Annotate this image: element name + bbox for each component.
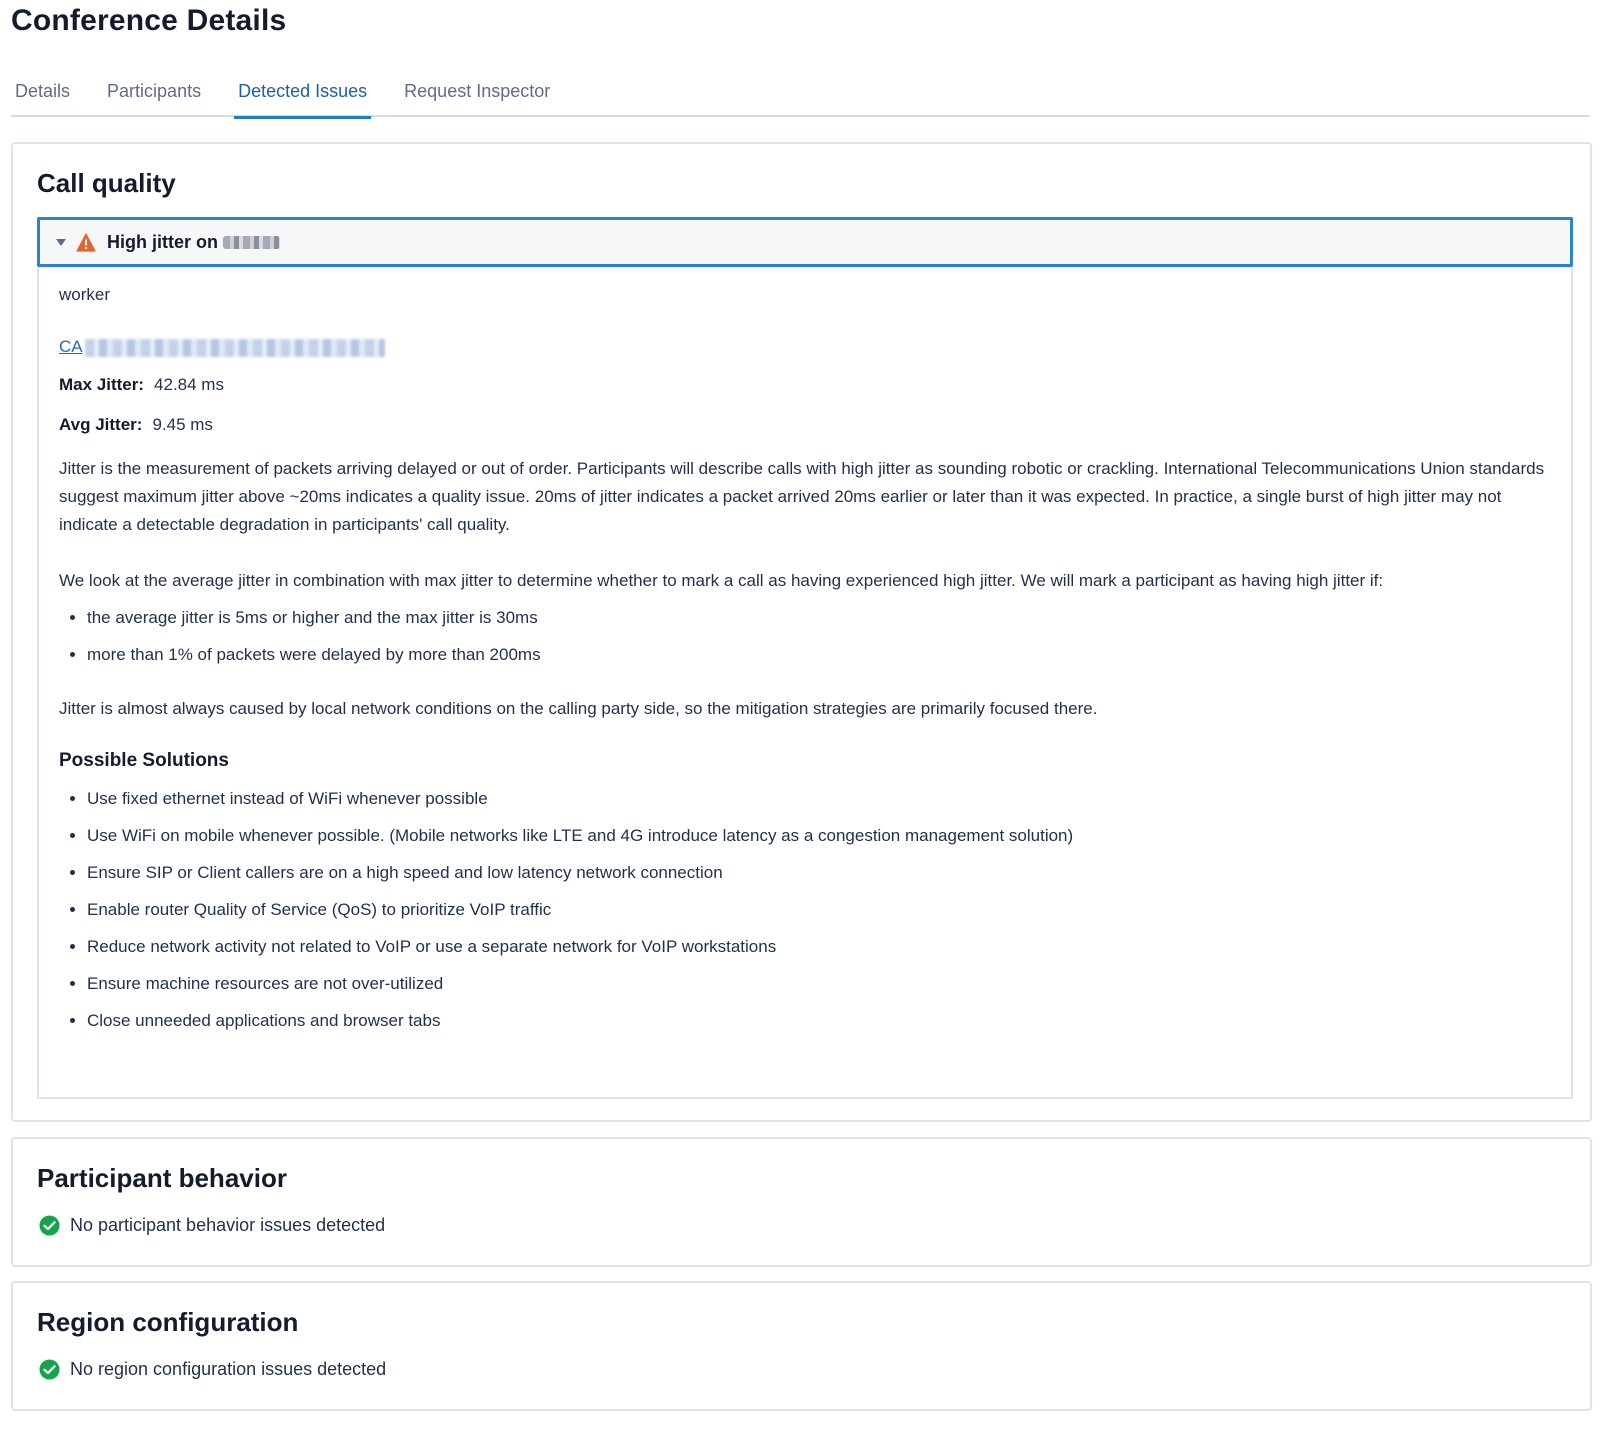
list-item: • the average jitter is 5ms or higher and the max jitter is 30ms [87, 599, 1551, 636]
list-item: • more than 1% of packets were delayed by more than 200ms [87, 636, 1551, 673]
tab-request-inspector[interactable]: Request Inspector [404, 81, 551, 101]
region-configuration-status [39, 1359, 386, 1380]
call-sid-link[interactable] [59, 337, 385, 356]
solutions-list [59, 780, 1551, 1039]
page-title: Conference Details [11, 4, 287, 37]
list-item: • Ensure machine resources are not over-utilized [87, 965, 1551, 1002]
status-text: No participant behavior issues detected [70, 1215, 386, 1235]
jitter-description: Jitter is the measurement of packets arriving delayed or out of order. Participants will describe calls with high jitter as sounding robotic or crackling. International Telecommunications Union standards suggest maximum jitter above ~20ms indicates a quality issue. 20ms of jitter indicates a packet arrived 20ms earlier or later than it was expected. In practice, a single burst of high jitter may not indicate a detectable degradation in participants' call quality. [59, 459, 1545, 534]
participant-behavior-heading: Participant behavior [37, 1163, 287, 1193]
region-configuration-card [11, 1281, 1592, 1411]
warning-triangle-icon [76, 233, 96, 252]
participant-behavior-card [11, 1137, 1592, 1267]
redacted-call-sid [85, 339, 385, 357]
tab-details[interactable]: Details [15, 81, 71, 101]
max-jitter-row [59, 375, 1551, 395]
list-item: • Enable router Quality of Service (QoS) to prioritize VoIP traffic [87, 891, 1551, 928]
max-jitter-value: 42.84 ms [154, 375, 224, 394]
tab-participants[interactable]: Participants [107, 81, 202, 101]
participant-role: worker [59, 285, 111, 304]
issue-title: High jitter on [107, 231, 218, 252]
call-sid-prefix: CA [59, 337, 83, 356]
check-circle-icon [39, 1359, 60, 1380]
call-quality-card [11, 142, 1592, 1122]
list-item: • Close unneeded applications and browser tabs [87, 1002, 1551, 1039]
check-circle-icon [39, 1215, 60, 1236]
list-item: • Ensure SIP or Client callers are on a high speed and low latency network connection [87, 854, 1551, 891]
possible-solutions-heading: Possible Solutions [59, 750, 229, 771]
redacted-participant-name [223, 236, 280, 249]
list-item: • Use fixed ethernet instead of WiFi whenever possible [87, 780, 1551, 817]
avg-jitter-row [59, 415, 1551, 435]
high-jitter-issue-toggle[interactable] [37, 217, 1573, 267]
call-sid-row [59, 337, 1551, 357]
list-item: • Use WiFi on mobile whenever possible. (Mobile networks like LTE and 4G introduce latency as a congestion management solution) [87, 817, 1551, 854]
avg-jitter-value: 9.45 ms [152, 415, 213, 434]
region-configuration-heading: Region configuration [37, 1307, 299, 1337]
criteria-list [59, 599, 1551, 673]
max-jitter-label: Max Jitter: [59, 375, 145, 394]
list-item: • Reduce network activity not related to VoIP or use a separate network for VoIP workstations [87, 928, 1551, 965]
call-quality-heading: Call quality [37, 168, 176, 198]
tab-bar [11, 70, 1590, 117]
issue-details [37, 267, 1573, 1099]
tab-detected-issues[interactable]: Detected Issues [234, 70, 371, 117]
criteria-intro: We look at the average jitter in combination with max jitter to determine whether to mark a call as having experienced high jitter. We will mark a participant as having high jitter if: [59, 571, 1384, 590]
status-text: No region configuration issues detected [70, 1359, 387, 1379]
participant-behavior-status [39, 1215, 385, 1236]
cause-note: Jitter is almost always caused by local network conditions on the calling party side, so the mitigation strategies are primarily focused there. [59, 699, 1098, 718]
avg-jitter-label: Avg Jitter: [59, 415, 143, 434]
caret-down-icon [56, 239, 66, 246]
